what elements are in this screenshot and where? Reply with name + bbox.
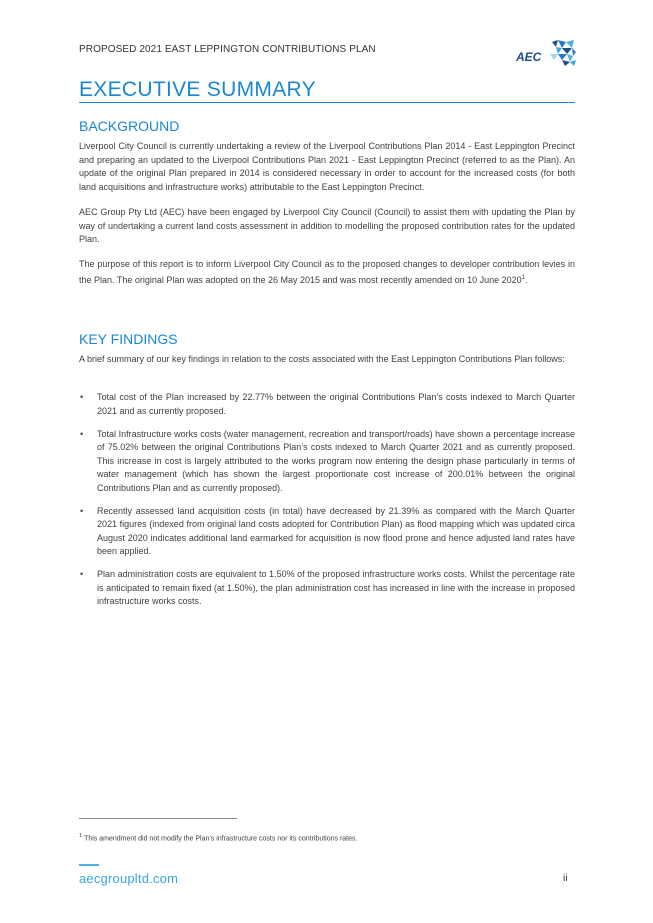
paragraph-3-text: The purpose of this report is to inform Liverpool City Council as to the proposed changes to developer contribution levies in the Plan. The original Plan was adopted on the 26 May 2015 and was most recently amended on 10 June 2020 [79, 259, 575, 285]
footnote-number: 1 [79, 833, 83, 839]
background-heading: BACKGROUND [79, 118, 180, 134]
key-findings-heading: KEY FINDINGS [79, 331, 178, 347]
key-findings-intro: A brief summary of our key findings in relation to the costs associated with the East Leppington Contributions Plan follows: [79, 354, 565, 364]
key-finding-item [79, 505, 575, 559]
background-paragraph-2: AEC Group Pty Ltd (AEC) have been engaged by Liverpool City Council (Council) to assist them with updating the Plan by way of undertaking a current land costs assessment in addition to modelling the proposed contribution rates for the updated Plan. [79, 207, 575, 244]
paragraph-3-end: . [524, 274, 528, 285]
bullet-icon: • [80, 569, 84, 579]
logo-mosaic-icon [544, 40, 576, 66]
key-finding-text: Plan administration costs are equivalent to 1.50% of the proposed infrastructure works costs. Whilst the percentage rate is anticipated to remain fixed (at 1.50%), the plan administration cost has increased in line with the increase in proposed infrastructure works costs. [97, 569, 575, 606]
key-finding-text: Recently assessed land acquisition costs (in total) have decreased by 21.39% as compared with the March Quarter 2021 figures (indexed from original land costs adopted for Contribution Plan) as flood mapping which was updated circa August 2020 indicates additional land earmarked for acquisition is now flood prone and hence adjusted land rates have been applied. [97, 505, 575, 556]
key-findings-list [79, 391, 575, 618]
footnote-reference: 1 [521, 274, 525, 281]
key-finding-text: Total cost of the Plan increased by 22.77% between the original Contributions Plan’s costs indexed to March Quarter 2021 and as currently proposed. [97, 392, 575, 416]
title-underline [79, 102, 575, 103]
footer-accent-bar [79, 864, 99, 866]
background-paragraph-3 [79, 258, 575, 287]
footnote [79, 833, 357, 842]
key-finding-item [79, 568, 575, 609]
key-finding-item [79, 428, 575, 496]
page-number: ii [563, 873, 568, 884]
key-finding-item [79, 391, 575, 418]
footnote-text: This amendment did not modify the Plan’s infrastructure costs nor its contributions rates. [82, 835, 358, 843]
key-finding-text: Total Infrastructure works costs (water management, recreation and transport/roads) have shown a percentage increase of 75.02% between the original Contributions Plan’s costs indexed to March Quarter 2021 and as currently proposed. This increase in cost is largely attributed to the works program now entering the design phase particularly in terms of water management (which has shown the largest proportionate cost increase of 200.01% between the original Contributions Plan and as currently proposed). [97, 428, 575, 493]
page-title: EXECUTIVE SUMMARY [79, 78, 316, 101]
footnote-separator [79, 818, 237, 819]
bullet-icon: • [80, 505, 84, 516]
bullet-icon: • [80, 392, 84, 402]
footer-website-link[interactable]: aecgroupltd.com [79, 871, 179, 886]
aec-logo [516, 40, 578, 68]
bullet-icon: • [80, 428, 84, 439]
header-title: PROPOSED 2021 EAST LEPPINGTON CONTRIBUTIONS PLAN [79, 44, 376, 55]
logo-text: AEC [516, 50, 542, 64]
background-paragraph-1: Liverpool City Council is currently undertaking a review of the Liverpool Contributions Plan 2014 - East Leppington Precinct and preparing an updated to the Liverpool Contributions Plan 2021 - East Leppington Precinct (referred to as the Plan). An update of the original Plan prepared in 2014 is considered necessary in order to account for the increased costs (for both land acquisitions and infrastructure works) attributable to the East Leppington Precinct. [79, 141, 575, 192]
